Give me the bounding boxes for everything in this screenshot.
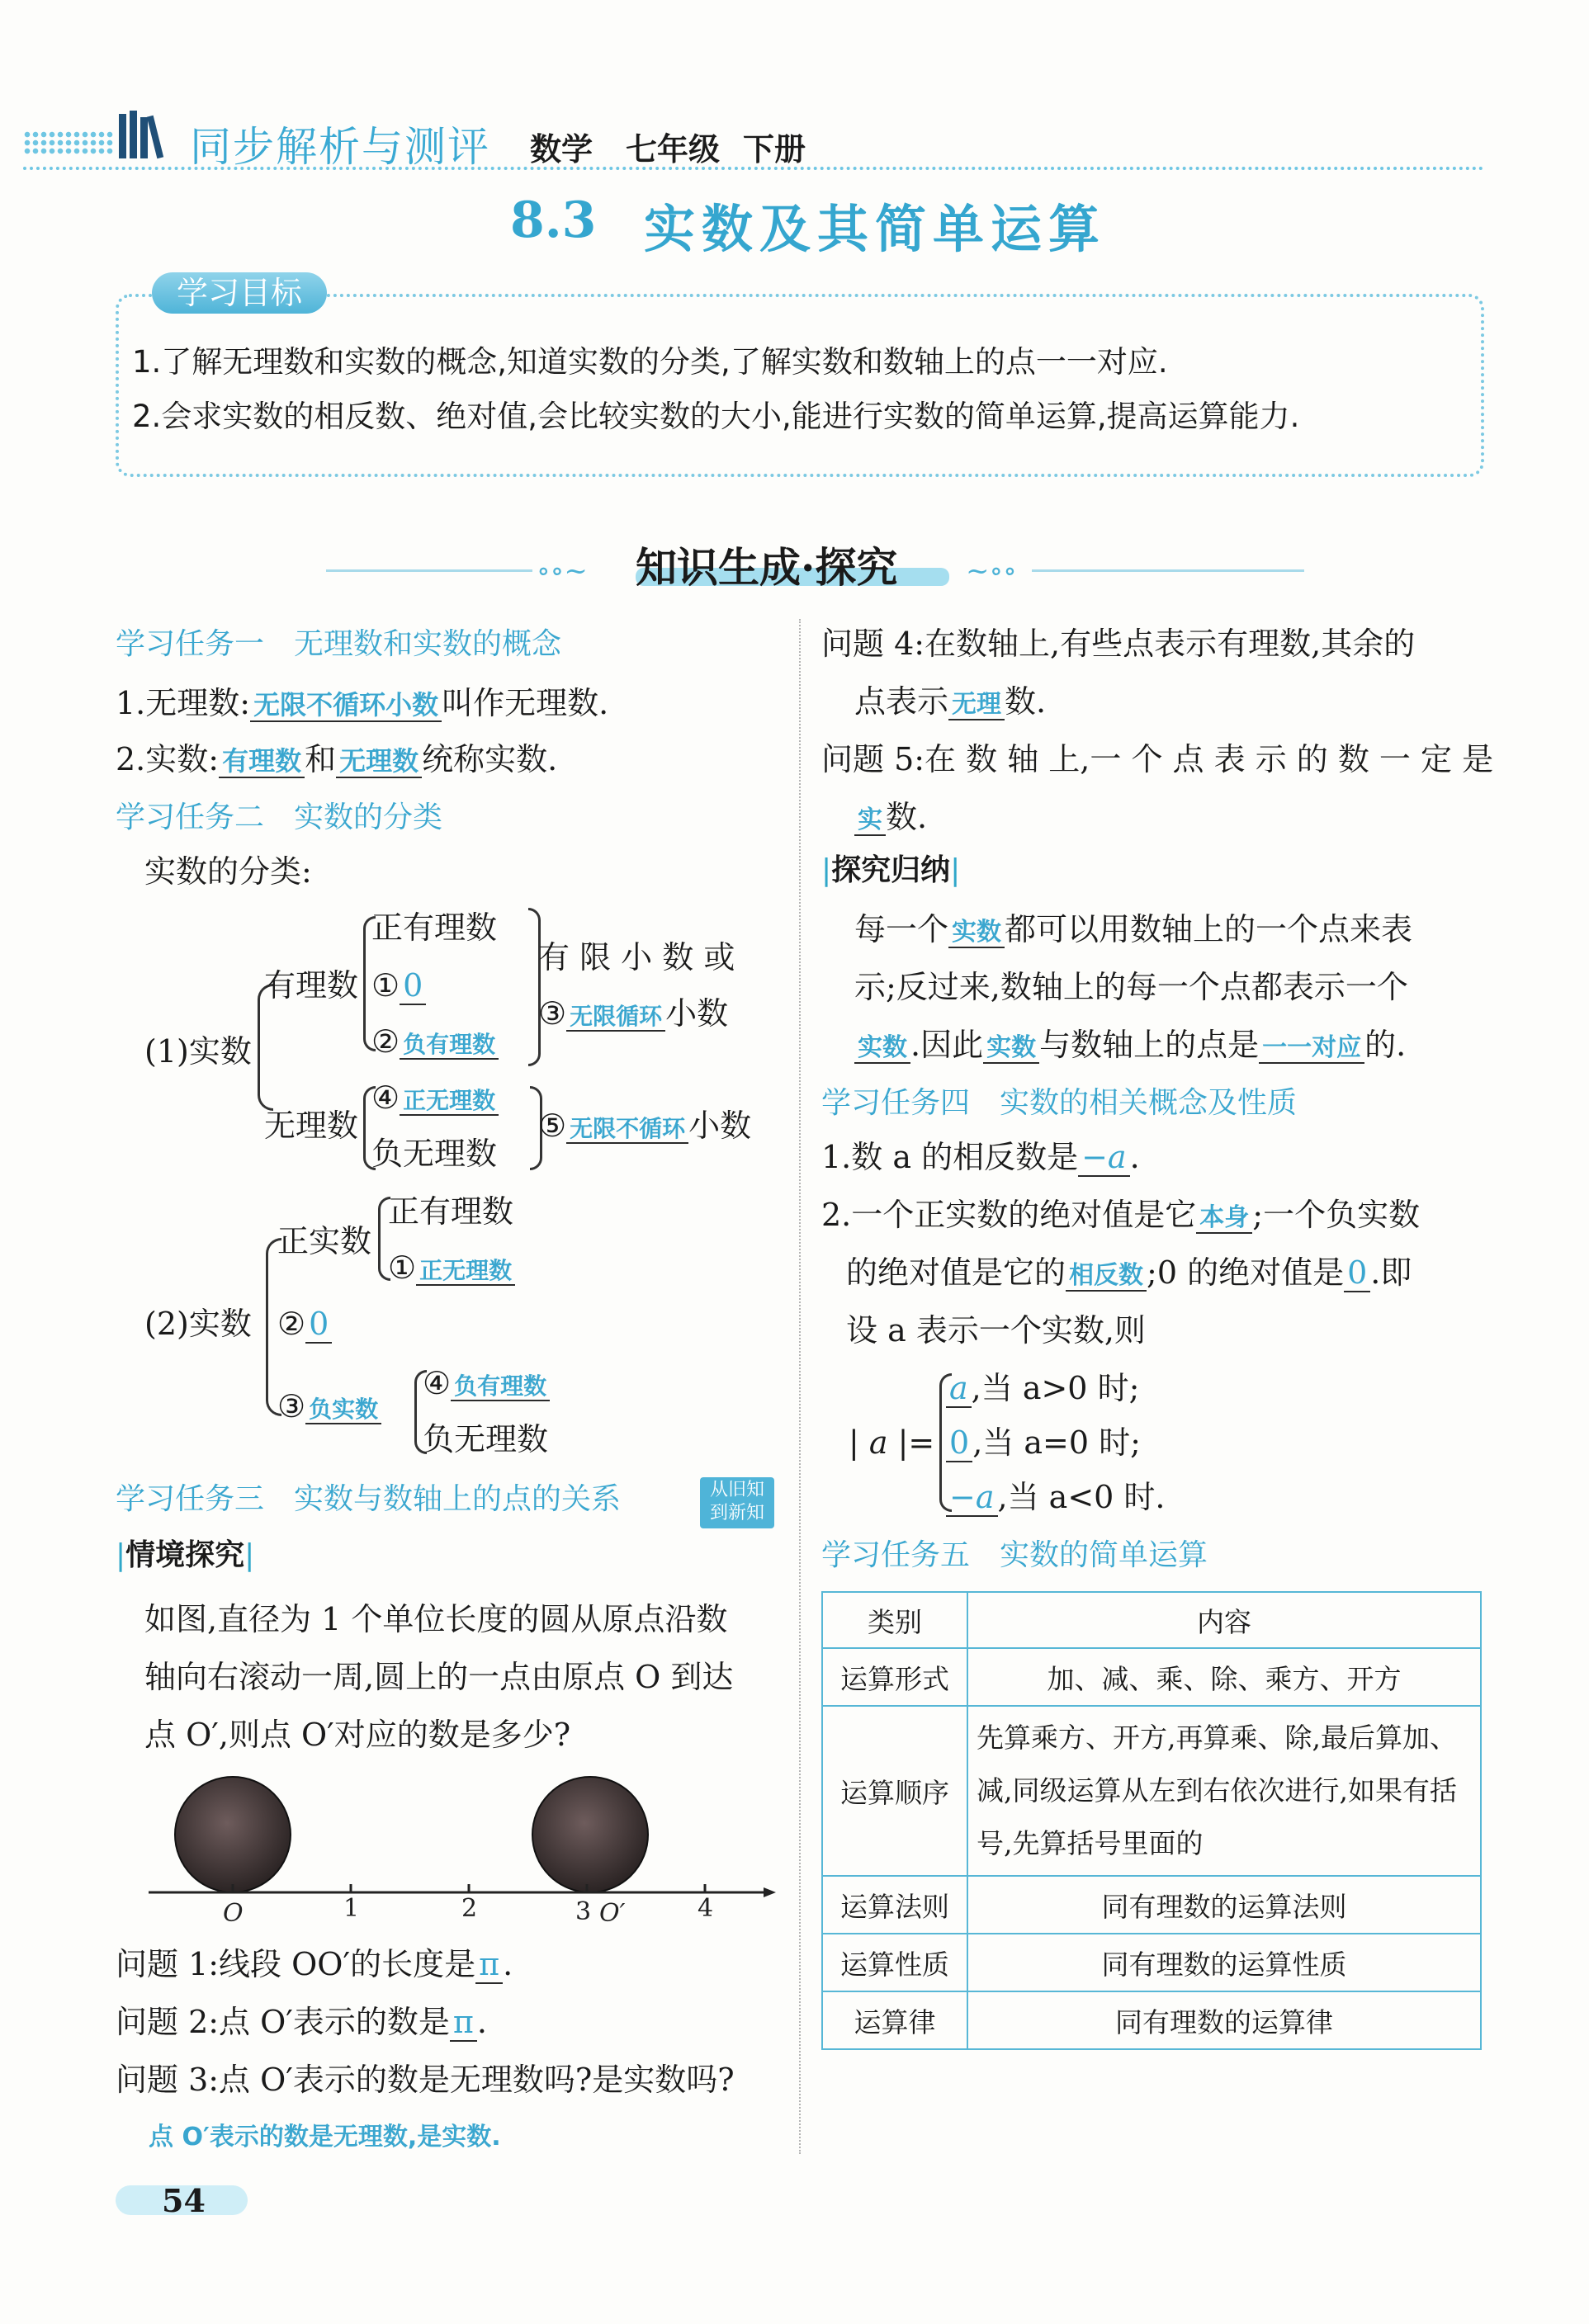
task4-line2-tail: ;一个负实数: [1252, 1197, 1421, 1233]
c2-slot2-num: ②: [277, 1306, 306, 1342]
c1-slot3: [538, 985, 728, 1045]
question4-tail: 数.: [1005, 683, 1047, 720]
c2-neg-irrational: 负无理数: [423, 1421, 549, 1457]
table-cell-category: 运算形式: [822, 1648, 967, 1706]
question4-answer: 无理: [948, 690, 1005, 720]
summary-line3-mid: .因此: [910, 1027, 984, 1063]
question2-tail: .: [476, 2004, 487, 2040]
axis-label-3: 3: [575, 1897, 592, 1926]
task4-line3-text: 的绝对值是它的: [846, 1254, 1066, 1291]
abs-case1-text: ,当 a>0 时;: [971, 1370, 1140, 1406]
task1-line1-tail: 叫作无理数.: [442, 685, 609, 721]
c1-answer1: 0: [400, 967, 426, 1005]
header-rule: [23, 167, 1484, 170]
abs-case3-answer: −a: [946, 1479, 998, 1517]
task4-line1-tail: .: [1129, 1139, 1140, 1175]
objective-item-1: 1.了解无理数和实数的概念,知道实数的分类,了解实数和数轴上的点一一对应.: [132, 344, 1168, 380]
table-row: [822, 1706, 1481, 1876]
task2-intro: 实数的分类:: [144, 853, 312, 890]
table-row: [822, 1648, 1481, 1706]
summary-line3-mid2: 与数轴上的点是: [1039, 1027, 1260, 1063]
banner-line-left: [326, 569, 532, 572]
c1-answer3: 无限循环: [566, 1003, 665, 1032]
table-cell-category: 运算法则: [822, 1876, 967, 1934]
c1-rational: 有理数: [264, 967, 359, 1004]
c2-slot2: [277, 1296, 332, 1352]
task2-title: 学习任务二 实数的分类: [116, 801, 443, 834]
c1-slot5-num: ⑤: [538, 1108, 567, 1144]
table-cell-content: 同有理数的运算法则: [967, 1876, 1481, 1934]
c1-slot5-tail: 小数: [688, 1108, 752, 1144]
question4-text: 点表示: [854, 683, 949, 720]
axis-label-2: 2: [461, 1894, 478, 1923]
table-header-category: 类别: [822, 1592, 967, 1648]
c2-pos-real: 正实数: [277, 1223, 372, 1259]
objective-item-2: 2.会求实数的相反数、绝对值,会比较实数的大小,能进行实数的简单运算,提高运算能力.: [132, 399, 1300, 434]
summary-answer3: 实数: [983, 1033, 1039, 1064]
summary-line3: [854, 1017, 1406, 1076]
c1-irrational: 无理数: [264, 1108, 359, 1144]
scenario-line1: 如图,直径为 1 个单位长度的圆从原点沿数: [144, 1601, 728, 1637]
c2-answer1: 正无理数: [416, 1257, 515, 1286]
c1-answer5: 无限不循环: [566, 1115, 688, 1144]
c2-root: (2)实数: [144, 1306, 252, 1342]
task4-answer-itself: 本身: [1196, 1203, 1252, 1234]
task4-line3-mid: ;0 的绝对值是: [1147, 1254, 1345, 1291]
summary-line2: 示;反过来,数轴上的每一个点都表示一个: [854, 969, 1408, 1005]
c1-slot3-tail: 小数: [665, 995, 729, 1032]
c1-slot5: [538, 1098, 751, 1157]
answer-rational: 有理数: [219, 745, 305, 778]
table-cell-content: 先算乘方、开方,再算乘、除,最后算加、减,同级运算从左到右依次进行,如果有括号,先算括号里面的: [967, 1706, 1481, 1876]
c2-answer4: 负有理数: [451, 1372, 550, 1401]
books-logo-icon: [117, 109, 165, 160]
c1-slot4: [371, 1070, 499, 1129]
task4-title: 学习任务四 实数的相关概念及性质: [821, 1086, 1298, 1120]
task1-line2-and: 和: [305, 741, 337, 777]
axis-label-1: 1: [343, 1894, 360, 1923]
scenario-line3: 点 O′,则点 O′对应的数是多少?: [144, 1717, 571, 1753]
c2-slot1: [388, 1240, 515, 1299]
question1-answer: π: [475, 1946, 503, 1984]
abs-case3: [946, 1469, 1166, 1525]
task4-line1-text: 1.数 a 的相反数是: [821, 1139, 1079, 1175]
c1-slot1-num: ①: [371, 967, 400, 1004]
task3-title: 学习任务三 实数与数轴上的点的关系: [116, 1482, 622, 1516]
header-dots: [23, 130, 114, 155]
c1-pos-rational: 正有理数: [371, 909, 498, 946]
task4-line2-text: 2.一个正实数的绝对值是它: [821, 1197, 1197, 1233]
section-title: 实数及其简单运算: [644, 199, 1107, 259]
question2: [116, 1994, 487, 2050]
axis-label-4: 4: [698, 1894, 714, 1923]
task4-answer-zero: 0: [1344, 1254, 1370, 1292]
question1-text: 问题 1:线段 OO′的长度是: [116, 1946, 476, 1982]
abs-case3-text: ,当 a<0 时.: [997, 1479, 1166, 1515]
abs-case1-answer: a: [946, 1370, 972, 1408]
summary-label-text: 探究归纳: [831, 853, 951, 887]
summary-answer1: 实数: [948, 918, 1005, 948]
task1-line1: [116, 675, 608, 733]
abs-value-label: | a |=: [849, 1424, 935, 1461]
table-header-content: 内容: [967, 1592, 1481, 1648]
header-subject: 数学: [530, 131, 594, 168]
task4-line3-tail: .即: [1370, 1254, 1412, 1291]
abs-case1: [946, 1360, 1139, 1416]
task3-badge-line2: 到新知: [709, 1503, 764, 1523]
table-cell-content: 加、减、乘、除、乘方、开方: [967, 1648, 1481, 1706]
summary-label: |探究归纳|: [821, 853, 961, 887]
summary-line1-tail: 都可以用数轴上的一个点来表: [1005, 911, 1413, 947]
page-number: 54: [162, 2182, 206, 2219]
abs-case2-text: ,当 a=0 时;: [972, 1424, 1141, 1461]
scenario-line2: 轴向右滚动一周,圆上的一点由原点 O 到达: [144, 1659, 734, 1695]
banner-line-right: [1032, 569, 1304, 572]
c2-slot1-num: ①: [388, 1249, 417, 1286]
table-cell-category: 运算律: [822, 1991, 967, 2049]
c2-pos-rational: 正有理数: [388, 1193, 514, 1230]
c2-slot4: [423, 1355, 550, 1415]
objectives-label: 学习目标: [152, 272, 327, 314]
task1-line2-label: 2.实数:: [116, 741, 220, 777]
answer-irrational-def: 无限不循环小数: [250, 689, 442, 722]
task4-line2: [821, 1187, 1420, 1246]
question3-answer: 点 O′表示的数是无理数,是实数.: [149, 2123, 501, 2152]
series-title: 同步解析与测评: [190, 123, 490, 171]
task4-answer-opposite: −a: [1078, 1139, 1130, 1177]
question3: 问题 3:点 O′表示的数是无理数吗?是实数吗?: [116, 2062, 735, 2098]
task4-answer-opposite-number: 相反数: [1066, 1261, 1147, 1292]
task1-line2: [116, 731, 557, 789]
question2-text: 问题 2:点 O′表示的数是: [116, 2004, 450, 2040]
abs-case2-answer: 0: [946, 1424, 972, 1462]
table-row: [822, 1876, 1481, 1934]
axis-arrow-icon: [764, 1887, 776, 1897]
c1-answer2: 负有理数: [400, 1031, 499, 1060]
table-cell-category: 运算顺序: [822, 1706, 967, 1876]
question4-line1: 问题 4:在数轴上,有些点表示有理数,其余的: [821, 626, 1416, 662]
table-cell-content: 同有理数的运算律: [967, 1991, 1481, 2049]
question1-tail: .: [503, 1946, 513, 1982]
c2-slot3-num: ③: [277, 1388, 306, 1424]
axis-label-o-prime: O′: [599, 1899, 626, 1928]
c2-slot4-num: ④: [423, 1365, 452, 1401]
c1-neg-irrational: 负无理数: [371, 1136, 498, 1172]
task4-line4: 设 a 表示一个实数,则: [846, 1312, 1146, 1349]
question4-line2: [854, 673, 1046, 733]
scenario-label: |情境探究|: [116, 1538, 255, 1572]
abs-case2: [946, 1415, 1141, 1471]
header-grade: 七年级: [626, 131, 721, 168]
summary-answer4: 一一对应: [1259, 1033, 1364, 1064]
c1-slot1: [371, 957, 426, 1013]
table-cell-content: 同有理数的运算性质: [967, 1934, 1481, 1991]
c1-slot3-num: ③: [538, 995, 567, 1032]
task3-badge-line1: 从旧知: [709, 1480, 764, 1500]
task1-line2-tail: 统称实数.: [422, 741, 558, 777]
c1-finite: 有 限 小 数 或: [538, 939, 735, 975]
c1-slot4-num: ④: [371, 1079, 400, 1116]
task4-line3: [846, 1245, 1412, 1304]
answer-irrational: 无理数: [336, 745, 422, 778]
task4-line1: [821, 1129, 1140, 1185]
summary-line1: [854, 901, 1412, 961]
task5-title: 学习任务五 实数的简单运算: [821, 1538, 1208, 1572]
question5-answer: 实: [854, 805, 886, 836]
c2-answer3: 负实数: [305, 1396, 381, 1424]
c1-root: (1)实数: [144, 1033, 252, 1070]
c1-slot2-num: ②: [371, 1023, 400, 1060]
rolling-circle-figure: [140, 1774, 776, 1931]
banner-title: 知识生成·探究: [636, 543, 898, 592]
scenario-label-text: 情境探究: [125, 1538, 245, 1572]
question5-line2: [854, 789, 927, 848]
c1-slot2: [371, 1013, 499, 1073]
table-cell-category: 运算性质: [822, 1934, 967, 1991]
task1-title: 学习任务一 无理数和实数的概念: [116, 627, 562, 661]
objectives-box: [116, 294, 1484, 477]
summary-line1-text: 每一个: [854, 911, 949, 947]
header-volume: 下册: [743, 131, 806, 168]
table-header-row: [822, 1592, 1481, 1648]
question2-answer: π: [450, 2004, 477, 2042]
question5-line1: 问题 5:在 数 轴 上,一 个 点 表 示 的 数 一 定 是: [821, 741, 1494, 777]
column-divider: [799, 619, 801, 2154]
table-row: [822, 1934, 1481, 1991]
circle-start: [175, 1777, 291, 1892]
summary-line3-tail: 的.: [1364, 1027, 1407, 1063]
banner-ornament-right-icon: ~∘∘: [966, 555, 1017, 588]
operations-table: [821, 1591, 1482, 2050]
c1-answer4: 正无理数: [400, 1087, 499, 1116]
summary-answer2: 实数: [854, 1033, 910, 1064]
table-row: [822, 1991, 1481, 2049]
task3-badge: [700, 1477, 774, 1528]
question1: [116, 1936, 513, 1992]
c2-answer2: 0: [305, 1306, 332, 1344]
axis-label-origin: O: [223, 1899, 244, 1928]
banner-ornament-left-icon: ∘∘~: [537, 555, 588, 588]
task1-line1-label: 1.无理数:: [116, 685, 251, 721]
c2-slot3: [277, 1378, 381, 1438]
circle-end: [532, 1777, 648, 1892]
question5-tail: 数.: [886, 799, 928, 835]
section-number: 8.3: [510, 191, 597, 249]
